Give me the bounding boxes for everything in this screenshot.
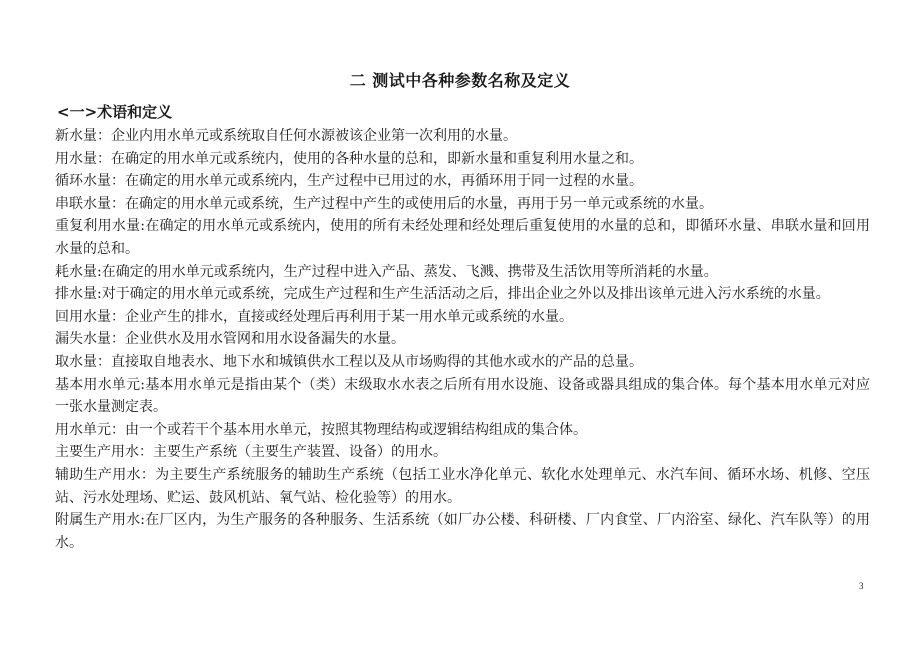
term-main-production-water: 主要生产用水：主要生产系统（主要生产装置、设备）的用水。 — [55, 444, 447, 461]
term-auxiliary-production-water: 辅助生产用水：为主要生产系统服务的辅助生产系统（包括工业水净化单元、软化水处理单元、水汽车间、循环水场、机修、空压站、污水处理场、贮运、鼓风机站、氧气站、检化验等）的用水。 — [55, 466, 870, 506]
term-basic-water-unit: 基本用水单元:基本用水单元是指由某个（类）末级取水水表之后所有用水设施、设备或器具组成的集合体。每个基本用水单元对应一张水量测定表。 — [55, 376, 870, 416]
term-water-use: 用水量：在确定的用水单元或系统内，使用的各种水量的总和，即新水量和重复利用水量之和。 — [55, 150, 643, 167]
term-water-unit: 用水单元：由一个或若干个基本用水单元，按照其物理结构或逻辑结构组成的集合体。 — [55, 421, 587, 438]
terms-list — [55, 125, 870, 554]
term-discharged-water: 排水量:对于确定的用水单元或系统，完成生产过程和生产生活活动之后，排出企业之外以及排出该单元进入污水系统的水量。 — [55, 286, 830, 303]
term-intake-water: 取水量：直接取自地表水、地下水和城镇供水工程以及从市场购得的其他水或水的产品的总量。 — [55, 353, 643, 370]
term-recycled-water: 回用水量：企业产生的排水，直接或经处理后再利用于某一用水单元或系统的水量。 — [55, 308, 573, 325]
term-consumed-water: 耗水量:在确定的用水单元或系统内，生产过程中进入产品、蒸发、飞溅、携带及生活饮用等所消耗的水量。 — [55, 263, 718, 280]
term-series-water: 串联水量：在确定的用水单元或系统，生产过程中产生的或使用后的水量，再用于另一单元或系统的水量。 — [55, 195, 713, 212]
section-heading: <一>术语和定义 — [57, 103, 173, 121]
term-reused-water: 重复利用水量:在确定的用水单元或系统内，使用的所有未经处理和经处理后重复使用的水量的总和，即循环水量、串联水量和回用水量的总和。 — [55, 218, 870, 257]
term-ancillary-production-water: 附属生产用水:在厂区内，为生产服务的各种服务、生活系统（如厂办公楼、科研楼、厂内食堂、厂内浴室、绿化、汽车队等）的用水。 — [55, 512, 870, 551]
term-new-water: 新水量：企业内用水单元或系统取自任何水源被该企业第一次利用的水量。 — [55, 128, 517, 144]
term-leakage-water: 漏失水量：企业供水及用水管网和用水设备漏失的水量。 — [55, 331, 405, 348]
term-circulating-water: 循环水量：在确定的用水单元或系统内，生产过程中已用过的水，再循环用于同一过程的水量。 — [55, 173, 643, 190]
page-title: 二 测试中各种参数名称及定义 — [349, 71, 571, 90]
page-number: 3 — [859, 581, 864, 591]
